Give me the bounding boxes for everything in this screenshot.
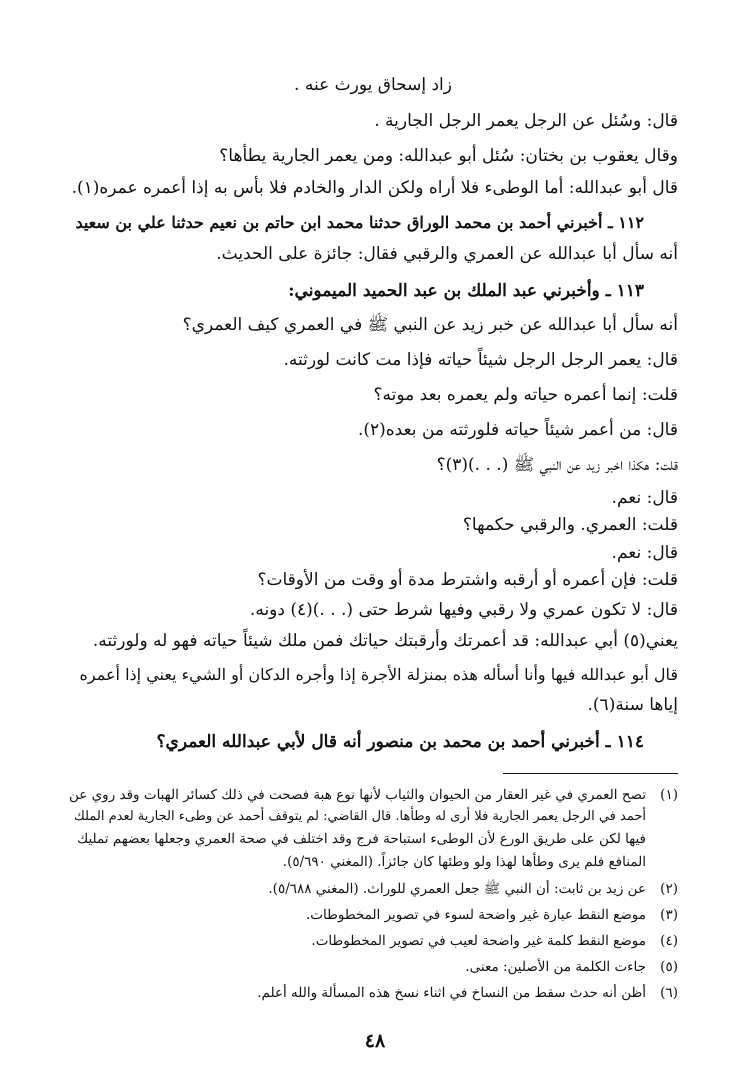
footnote-number: (٥) bbox=[660, 959, 678, 975]
hadith-heading: ١١٢ ـ أخبرني أحمد بن محمد الوراق حدثنا محمد ابن حاتم بن نعيم حدثنا علي بن سعيد bbox=[75, 213, 644, 232]
footnote-number: (٦) bbox=[660, 985, 678, 1001]
footnote-text: تصح العمري في غير العقار من الحيوان والثياب لأنها نوع هبة فصحت في ذلك كسائر الهبات وقد روي عن bbox=[68, 787, 646, 803]
body-line: قال: نعم. bbox=[611, 488, 678, 508]
footnote-text: عن زيد بن ثابت: أن النبي ﷺ جعل العمري للوراث. (المغني ٥/٦٨٨). bbox=[268, 881, 646, 897]
body-line: قلت: إنما أعمره حياته ولم يعمره بعد موته؟ bbox=[373, 385, 678, 405]
hadith-heading: ١١٣ ـ وأخبرني عبد الملك بن عبد الحميد الميموني: bbox=[288, 281, 644, 301]
body-line: قال أبو عبدالله فيها وأنا أسأله هذه بمنزلة الأجرة إذا وأجره الدكان أو الشيء يعني إذا أعمره bbox=[79, 665, 678, 684]
footnote-number: (١) bbox=[660, 787, 678, 803]
body-line: زاد إسحاق يورث عنه . bbox=[294, 75, 452, 95]
body-line: قال: من أعمر شيئاً حياته فلورثته من بعده(٢). bbox=[357, 420, 678, 440]
footnote-text: جاءت الكلمة من الأصلين: معنى. bbox=[465, 959, 646, 975]
footnote-text: موضع النقط عبارة غير واضحة لسوء في تصوير المخطوطات. bbox=[306, 907, 646, 923]
footnote-number: (٤) bbox=[660, 933, 678, 949]
footnote-text: المنافع فلم يرى وطأها لهذا ولو وطئها كان جائزاً. (المغني ٥/٦٩٠). bbox=[282, 854, 646, 870]
footnote-number: (٢) bbox=[660, 881, 678, 897]
footnote-text: أظن أنه حدث سقط من النساخ في اثناء نسخ هذه المسألة والله أعلم. bbox=[257, 985, 646, 1001]
body-line: قال أبو عبدالله: أما الوطىء فلا أراه ولكن الدار والخادم فلا بأس به إذا أعمره عمره(١). bbox=[71, 178, 678, 198]
footnote-text: أحمد في الرجل يعمر الجارية فلا أرى له وطأها. قال القاضي: لم يتوقف أحمد عن وطىء الجارية لعدم الملك bbox=[74, 809, 646, 824]
body-line: قلت: العمري. والرقبي حكمها؟ bbox=[462, 515, 678, 535]
page-number: ٤٨ bbox=[364, 1030, 386, 1052]
body-line: قلت: فإن أعمره أو أرقبه واشترط مدة أو وقت من الأوقات؟ bbox=[257, 570, 678, 590]
body-line: قال: لا تكون عمري ولا رقبي وفيها شرط حتى (. . .)(٤) دونه. bbox=[249, 600, 678, 620]
hadith-heading: ١١٤ ـ أخبرني أحمد بن محمد بن منصور أنه قال لأبي عبدالله العمري؟ bbox=[156, 732, 644, 752]
body-line: وقال يعقوب بن بختان: سُئل أبو عبدالله: ومن يعمر الجارية يطأها؟ bbox=[219, 146, 678, 166]
body-line: قال: يعمر الرجل الرجل شيئاً حياته فإذا مت كانت لورثته. bbox=[283, 350, 678, 370]
body-line: يعني(٥) أبي عبدالله: قد أعمرتك وأرقبتك حياتك فمن ملك شيئاً حياته فهو له ولورثته. bbox=[92, 631, 678, 651]
footnote-text: موضع النقط كلمة غير واضحة لعيب في تصوير المخطوطات. bbox=[311, 933, 646, 949]
body-line: أنه سأل أبا عبدالله عن خبر زيد عن النبي ﷺ في العمري كيف العمري؟ bbox=[182, 315, 678, 335]
body-line: قلت: هكذا اخبر زيد عن النبي ﷺ (. . .)(٣)؟ bbox=[436, 455, 678, 475]
body-line: قال: وسُئل عن الرجل يعمر الرجل الجارية . bbox=[374, 111, 678, 131]
footnote-number: (٣) bbox=[660, 907, 678, 923]
body-line: إياها سنة(٦). bbox=[587, 695, 678, 715]
footnote-text: فيها لكن على طريق الورع لأن الوطىء استباحة فرج وقد اختلف في صحة العمري وجعلها بعضهم تمليك bbox=[77, 831, 646, 847]
body-line: قال: نعم. bbox=[611, 543, 678, 563]
footnote-separator bbox=[503, 773, 678, 774]
body-line: أنه سأل أبا عبدالله عن العمري والرقبي فقال: جائزة على الحديث. bbox=[216, 244, 678, 264]
